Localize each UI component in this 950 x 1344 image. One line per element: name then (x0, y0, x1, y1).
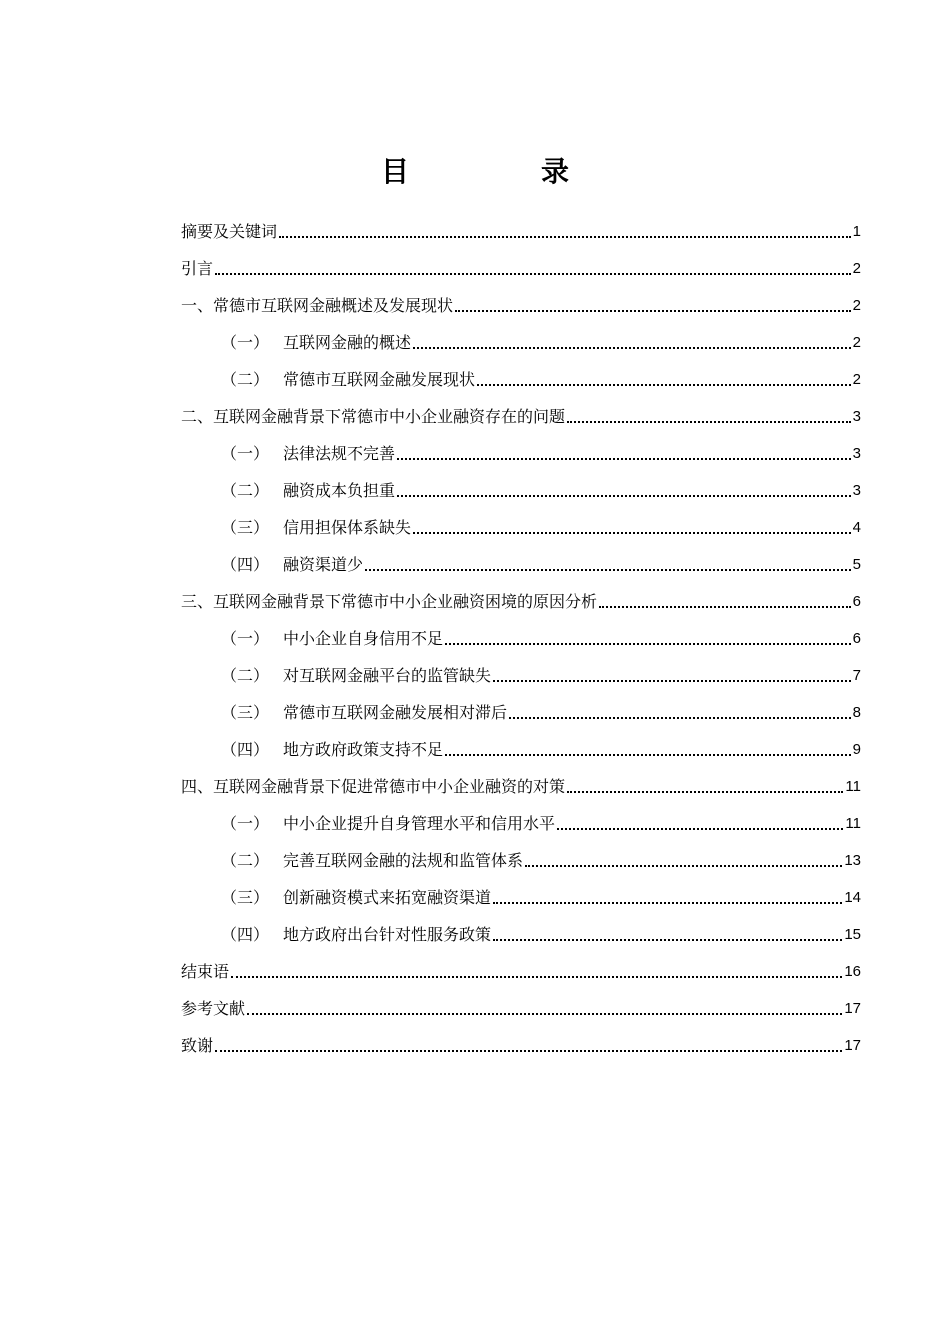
toc-entry-page-number: 13 (844, 852, 861, 869)
toc-entry[interactable] (181, 612, 861, 649)
toc-entry-label: 四、互联网金融背景下促进常德市中小企业融资的对策 (181, 777, 566, 796)
toc-entry-number: （一） (221, 629, 270, 648)
toc-entry-label: 参考文献 (181, 999, 246, 1018)
toc-entry-label: 引言 (181, 259, 214, 278)
toc-entry[interactable] (181, 945, 861, 982)
toc-entry-label: 二、互联网金融背景下常德市中小企业融资存在的问题 (181, 407, 566, 426)
toc-entry-label: 常德市互联网金融发展现状 (283, 370, 476, 389)
toc-dot-leader (397, 495, 851, 497)
toc-dot-leader (567, 791, 843, 793)
toc-entry-label: 创新融资模式来拓宽融资渠道 (283, 888, 492, 907)
toc-entry-label: 一、常德市互联网金融概述及发展现状 (181, 296, 454, 315)
toc-dot-leader (509, 717, 851, 719)
toc-dot-leader (413, 532, 851, 534)
toc-entry-page-number: 11 (845, 778, 861, 795)
toc-entry-number: （三） (221, 518, 270, 537)
toc-entry-number: （二） (221, 851, 270, 870)
toc-entry[interactable] (181, 797, 861, 834)
toc-entry-page-number: 9 (852, 741, 861, 758)
toc-entry[interactable] (181, 908, 861, 945)
toc-dot-leader (215, 273, 851, 275)
toc-entry[interactable] (181, 834, 861, 871)
toc-entry-page-number: 3 (852, 408, 861, 425)
toc-entry-number: （三） (221, 888, 270, 907)
toc-entry-number: （一） (221, 814, 270, 833)
toc-entry[interactable] (181, 464, 861, 501)
toc-entry-number: （二） (221, 666, 270, 685)
toc-entry-label: 信用担保体系缺失 (283, 518, 412, 537)
toc-entry[interactable] (181, 1019, 861, 1056)
toc-entry-number: （一） (221, 333, 270, 352)
toc-entry-page-number: 6 (852, 593, 861, 610)
toc-dot-leader (567, 421, 851, 423)
toc-entry-label: 致谢 (181, 1036, 214, 1055)
toc-entry-number: （四） (221, 555, 270, 574)
toc-entry-label: 地方政府出台针对性服务政策 (283, 925, 492, 944)
toc-entry-number: （一） (221, 444, 270, 463)
toc-entry[interactable] (181, 538, 861, 575)
toc-dot-leader (599, 606, 851, 608)
toc-entry-number: （四） (221, 740, 270, 759)
toc-dot-leader (477, 384, 851, 386)
toc-dot-leader (557, 828, 843, 830)
toc-entry-page-number: 6 (852, 630, 861, 647)
toc-entry-label: 互联网金融的概述 (283, 333, 412, 352)
toc-dot-leader (445, 643, 851, 645)
toc-entry-number: （二） (221, 481, 270, 500)
toc-entry-number: （二） (221, 370, 270, 389)
toc-entry-page-number: 2 (852, 260, 861, 277)
toc-entry-page-number: 7 (852, 667, 861, 684)
toc-entry[interactable] (181, 390, 861, 427)
toc-dot-leader (231, 976, 842, 978)
toc-entry-label: 三、互联网金融背景下常德市中小企业融资困境的原因分析 (181, 592, 598, 611)
toc-dot-leader (525, 865, 842, 867)
toc-entry[interactable] (181, 205, 861, 242)
toc-entry-page-number: 15 (844, 926, 861, 943)
toc-entry-label: 中小企业提升自身管理水平和信用水平 (283, 814, 556, 833)
toc-entry[interactable] (181, 279, 861, 316)
toc-entry-label: 融资渠道少 (283, 555, 364, 574)
toc-entry-label: 法律法规不完善 (283, 444, 396, 463)
toc-entry-page-number: 16 (844, 963, 861, 980)
toc-entry[interactable] (181, 353, 861, 390)
toc-title: 目 录 (380, 155, 621, 188)
toc-entry-label: 中小企业自身信用不足 (283, 629, 444, 648)
toc-entry-page-number: 8 (852, 704, 861, 721)
toc-dot-leader (397, 458, 851, 460)
toc-entry[interactable] (181, 760, 861, 797)
toc-entry-label: 摘要及关键词 (181, 222, 278, 241)
toc-entry-page-number: 17 (844, 1000, 861, 1017)
toc-entry[interactable] (181, 242, 861, 279)
toc-dot-leader (445, 754, 851, 756)
toc-entry[interactable] (181, 982, 861, 1019)
toc-entry[interactable] (181, 575, 861, 612)
toc-entry-number: （三） (221, 703, 270, 722)
toc-entry-page-number: 14 (844, 889, 861, 906)
toc-entry[interactable] (181, 723, 861, 760)
toc-entry-page-number: 2 (852, 371, 861, 388)
toc-entry[interactable] (181, 501, 861, 538)
toc-dot-leader (215, 1050, 842, 1052)
toc-entry[interactable] (181, 686, 861, 723)
toc-entry-page-number: 2 (852, 297, 861, 314)
toc-entry-label: 结束语 (181, 962, 230, 981)
toc-dot-leader (279, 236, 851, 238)
toc-dot-leader (365, 569, 851, 571)
toc-entry-label: 地方政府政策支持不足 (283, 740, 444, 759)
toc-entry-label: 常德市互联网金融发展相对滞后 (283, 703, 508, 722)
toc-entry-page-number: 1 (852, 223, 861, 240)
toc-entry-label: 完善互联网金融的法规和监管体系 (283, 851, 524, 870)
toc-entry[interactable] (181, 871, 861, 908)
toc-entry-label: 对互联网金融平台的监管缺失 (283, 666, 492, 685)
toc-entry-page-number: 3 (852, 482, 861, 499)
toc-entry[interactable] (181, 649, 861, 686)
toc-entry-page-number: 11 (845, 815, 861, 832)
toc-entry-label: 融资成本负担重 (283, 481, 396, 500)
toc-entry-page-number: 3 (852, 445, 861, 462)
toc-entry-page-number: 5 (852, 556, 861, 573)
toc-entry[interactable] (181, 316, 861, 353)
toc-entry[interactable] (181, 427, 861, 464)
toc-dot-leader (455, 310, 851, 312)
toc-dot-leader (493, 680, 851, 682)
table-of-contents (181, 205, 861, 1056)
toc-entry-page-number: 17 (844, 1037, 861, 1054)
toc-entry-page-number: 4 (852, 519, 861, 536)
toc-dot-leader (413, 347, 851, 349)
toc-dot-leader (493, 902, 842, 904)
toc-dot-leader (493, 939, 842, 941)
toc-entry-page-number: 2 (852, 334, 861, 351)
toc-dot-leader (247, 1013, 842, 1015)
toc-entry-number: （四） (221, 925, 270, 944)
